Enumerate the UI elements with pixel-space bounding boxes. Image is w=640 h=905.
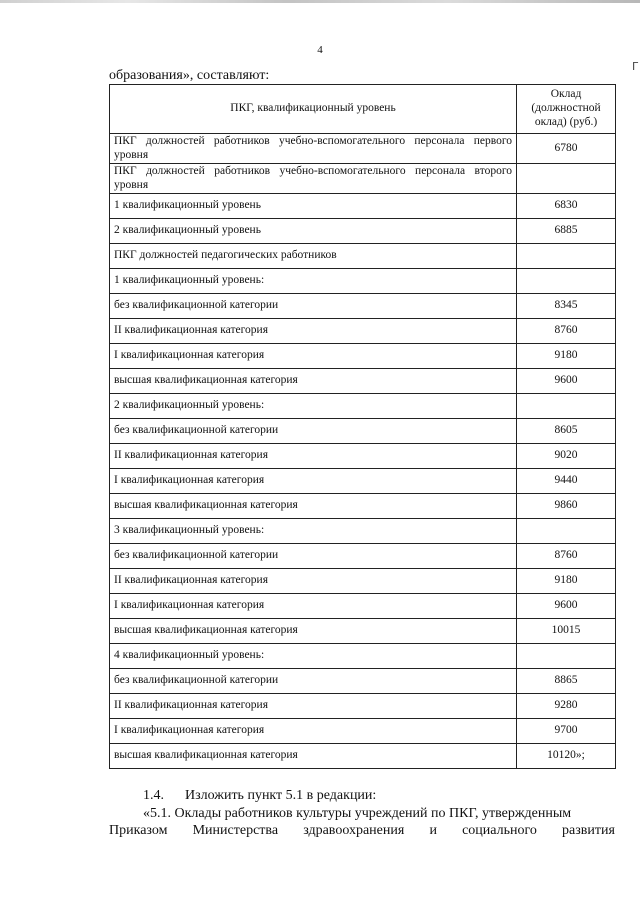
pkg-cell: без квалификационной категории [110,669,517,694]
last-line [109,823,615,839]
pkg-cell: без квалификационной категории [110,294,517,319]
last-line-word: социального [462,823,537,838]
item-text: Изложить пункт 5.1 в редакции: [185,788,377,803]
salary-cell [517,644,616,669]
table-row [110,569,616,594]
table-row [110,669,616,694]
pkg-cell: высшая квалификационная категория [110,744,517,769]
last-line-word: Приказом [109,823,168,838]
salary-cell: 8760 [517,544,616,569]
pkg-cell: I квалификационная категория [110,469,517,494]
pkg-cell: ПКГ должностей работников учебно-вспомогательного персонала первого уровня [110,134,517,164]
table-body [110,134,616,769]
pkg-cell: I квалификационная категория [110,719,517,744]
page-number: 4 [317,44,323,56]
salary-cell: 9280 [517,694,616,719]
table-row [110,544,616,569]
margin-mark: Г [632,60,639,73]
table-row [110,164,616,194]
intro-text: образования», составляют: [109,68,270,83]
salary-cell: 8760 [517,319,616,344]
salary-cell: 10015 [517,619,616,644]
pkg-cell: 2 квалификационный уровень [110,219,517,244]
table-row [110,344,616,369]
pkg-cell: II квалификационная категория [110,569,517,594]
item-number: 1.4. [143,788,164,803]
salary-table [109,84,616,769]
table-row [110,369,616,394]
salary-cell [517,269,616,294]
salary-cell: 9700 [517,719,616,744]
pkg-cell: II квалификационная категория [110,444,517,469]
salary-cell: 6780 [517,134,616,164]
pkg-cell: высшая квалификационная категория [110,619,517,644]
salary-cell [517,519,616,544]
salary-cell: 6830 [517,194,616,219]
pkg-cell: без квалификационной категории [110,419,517,444]
last-line-word: Министерства [192,823,279,838]
table-row [110,694,616,719]
item-1-4 [143,788,640,804]
salary-cell: 9440 [517,469,616,494]
salary-cell [517,244,616,269]
salary-cell: 9180 [517,569,616,594]
table-row [110,319,616,344]
scan-top-edge [0,0,640,3]
pkg-cell: ПКГ должностей работников учебно-вспомогательного персонала второго уровня [110,164,517,194]
last-line-word: здравоохранения [303,823,405,838]
table-row [110,619,616,644]
pkg-cell: ПКГ должностей педагогических работников [110,244,517,269]
salary-cell: 8345 [517,294,616,319]
last-line-word: и [429,823,437,838]
header-salary: Оклад (должностной оклад) (руб.) [517,85,616,134]
salary-cell [517,394,616,419]
pkg-cell: II квалификационная категория [110,319,517,344]
table-header-row [110,85,616,134]
salary-cell: 9600 [517,369,616,394]
pkg-cell: 1 квалификационный уровень: [110,269,517,294]
table-row [110,219,616,244]
salary-cell: 9020 [517,444,616,469]
table-row [110,244,616,269]
table-row [110,719,616,744]
table-row [110,269,616,294]
table-row [110,194,616,219]
table-row [110,469,616,494]
pkg-cell: высшая квалификационная категория [110,369,517,394]
pkg-cell: II квалификационная категория [110,694,517,719]
salary-cell: 8605 [517,419,616,444]
salary-cell [517,164,616,194]
table-row [110,294,616,319]
quote-line: «5.1. Оклады работников культуры учреждений по ПКГ, утвержденным [143,806,572,821]
table-row [110,519,616,544]
pkg-cell: 3 квалификационный уровень: [110,519,517,544]
last-line-word: развития [562,823,615,838]
table-row [110,134,616,164]
table-row [110,644,616,669]
salary-cell: 10120»; [517,744,616,769]
pkg-cell: I квалификационная категория [110,594,517,619]
pkg-cell: 2 квалификационный уровень: [110,394,517,419]
salary-cell: 6885 [517,219,616,244]
pkg-cell: 4 квалификационный уровень: [110,644,517,669]
table-row [110,444,616,469]
table-row [110,494,616,519]
table-row [110,394,616,419]
salary-cell: 9600 [517,594,616,619]
pkg-cell: 1 квалификационный уровень [110,194,517,219]
table-row [110,594,616,619]
salary-cell: 9860 [517,494,616,519]
salary-cell: 9180 [517,344,616,369]
table-row [110,744,616,769]
pkg-cell: без квалификационной категории [110,544,517,569]
table-row [110,419,616,444]
pkg-cell: высшая квалификационная категория [110,494,517,519]
salary-cell: 8865 [517,669,616,694]
header-pkg: ПКГ, квалификационный уровень [110,85,517,134]
pkg-cell: I квалификационная категория [110,344,517,369]
